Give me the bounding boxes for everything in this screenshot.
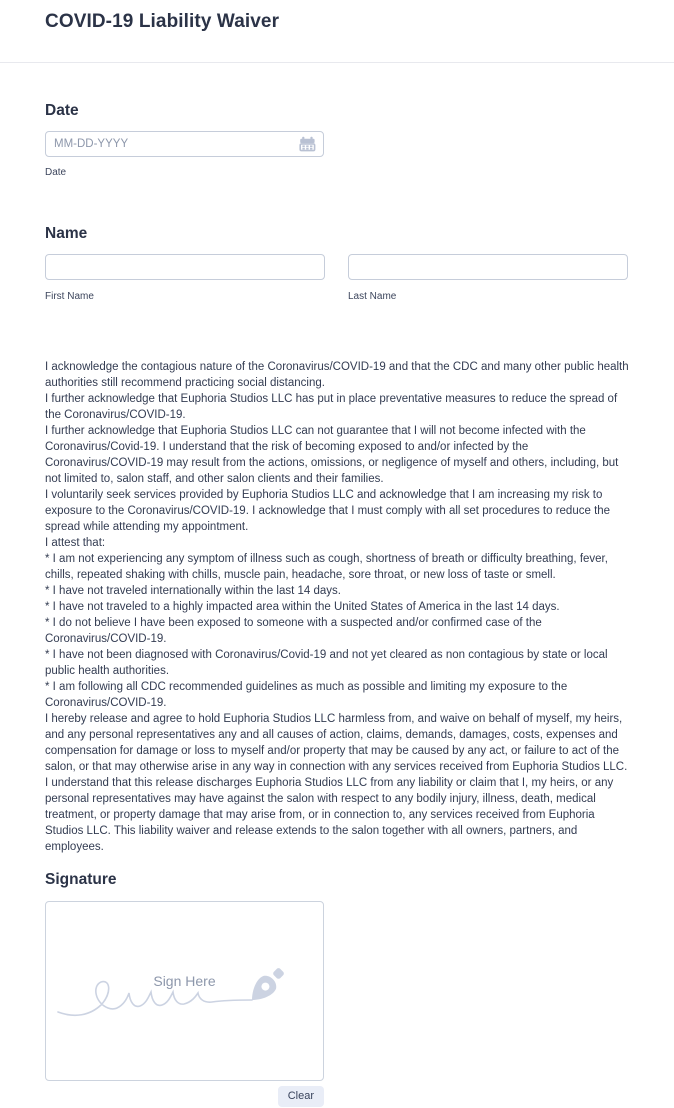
- waiver-line: * I have not traveled internationally within the last 14 days.: [45, 585, 341, 597]
- date-sublabel: Date: [45, 167, 67, 178]
- signature-actions: [45, 1086, 324, 1107]
- waiver-line: I further acknowledge that Euphoria Studios LLC has put in place preventative measures to reduce the spread of the Coronavirus/COVID-19.: [45, 393, 618, 421]
- signature-field-group: [45, 871, 324, 1107]
- first-name-input[interactable]: [45, 254, 325, 280]
- name-inputs-row: [45, 254, 629, 302]
- date-field-group: [45, 102, 629, 178]
- date-heading: Date: [45, 102, 79, 119]
- waiver-line: * I am not experiencing any symptom of illness such as cough, shortness of breath or difficulty breathing, fever, chills, repeated shaking with chills, muscle pain, headache, sore throat, or new loss of taste or smell.: [45, 553, 608, 581]
- waiver-line: * I have not traveled to a highly impacted area within the United States of America in the last 14 days.: [45, 601, 560, 613]
- page-title: COVID-19 Liability Waiver: [45, 11, 280, 32]
- waiver-line: * I have not been diagnosed with Coronavirus/Covid-19 and not yet cleared as non contagious by state or local public health authorities.: [45, 649, 608, 677]
- calendar-icon[interactable]: [298, 135, 316, 153]
- last-name-group: [348, 254, 628, 302]
- form-content: [0, 102, 674, 855]
- last-name-input[interactable]: [348, 254, 628, 280]
- signature-sketch: [46, 902, 323, 1080]
- last-name-sublabel: Last Name: [348, 291, 397, 302]
- sign-here-label: Sign Here: [153, 973, 216, 989]
- name-field-group: [45, 225, 629, 302]
- name-heading: Name: [45, 225, 88, 242]
- date-input[interactable]: [54, 138, 298, 150]
- waiver-line: * I do not believe I have been exposed to someone with a suspected and/or confirmed case of the Coronavirus/COVID-19.: [45, 617, 542, 645]
- waiver-line: I voluntarily seek services provided by Euphoria Studios LLC and acknowledge that I am increasing my risk to exposure to the Coronavirus/COVID-19. I acknowledge that I must comply with all set procedures to reduce the spread while attending my appointment.: [45, 489, 611, 533]
- form-header: [0, 0, 674, 63]
- waiver-text-block: [45, 359, 631, 855]
- waiver-line: I acknowledge the contagious nature of the Coronavirus/COVID-19 and that the CDC and many other public health authorities still recommend practicing social distancing.: [45, 361, 629, 389]
- first-name-sublabel: First Name: [45, 291, 94, 302]
- pen-nib-icon: [245, 963, 289, 1007]
- date-input-wrapper: [45, 131, 324, 157]
- signature-heading: Signature: [45, 871, 117, 888]
- waiver-line: I attest that:: [45, 537, 106, 549]
- waiver-line: I hereby release and agree to hold Euphoria Studios LLC harmless from, and waive on behalf of myself, my heirs, and any personal representatives any and all causes of action, claims, demands, damages, costs, expenses and compensation for damage or loss to myself and/or property that may be caused by any act, or failure to act of the salon, or that may otherwise arise in any way in connection with any services received from Euphoria Studios LLC. I understand that this release discharges Euphoria Studios LLC from any liability or claim that I, my heirs, or any personal representatives may have against the salon with respect to any bodily injury, illness, death, medical treatment, or property damage that may arise from, or in connection to, any services received from Euphoria Studios LLC. This liability waiver and release extends to the salon together with all owners, partners, and employees.: [45, 713, 628, 853]
- waiver-line: * I am following all CDC recommended guidelines as much as possible and limiting my exposure to the Coronavirus/COVID-19.: [45, 681, 568, 709]
- waiver-line: I further acknowledge that Euphoria Studios LLC can not guarantee that I will not become infected with the Coronavirus/Covid-19. I understand that the risk of becoming exposed to and/or infected by the Coronavirus/COVID-19 may result from the actions, omissions, or negligence of myself and others, including, but not limited to, salon staff, and other salon clients and their families.: [45, 425, 619, 485]
- first-name-group: [45, 254, 325, 302]
- clear-signature-button[interactable]: Clear: [278, 1086, 324, 1107]
- signature-pad[interactable]: [45, 901, 324, 1081]
